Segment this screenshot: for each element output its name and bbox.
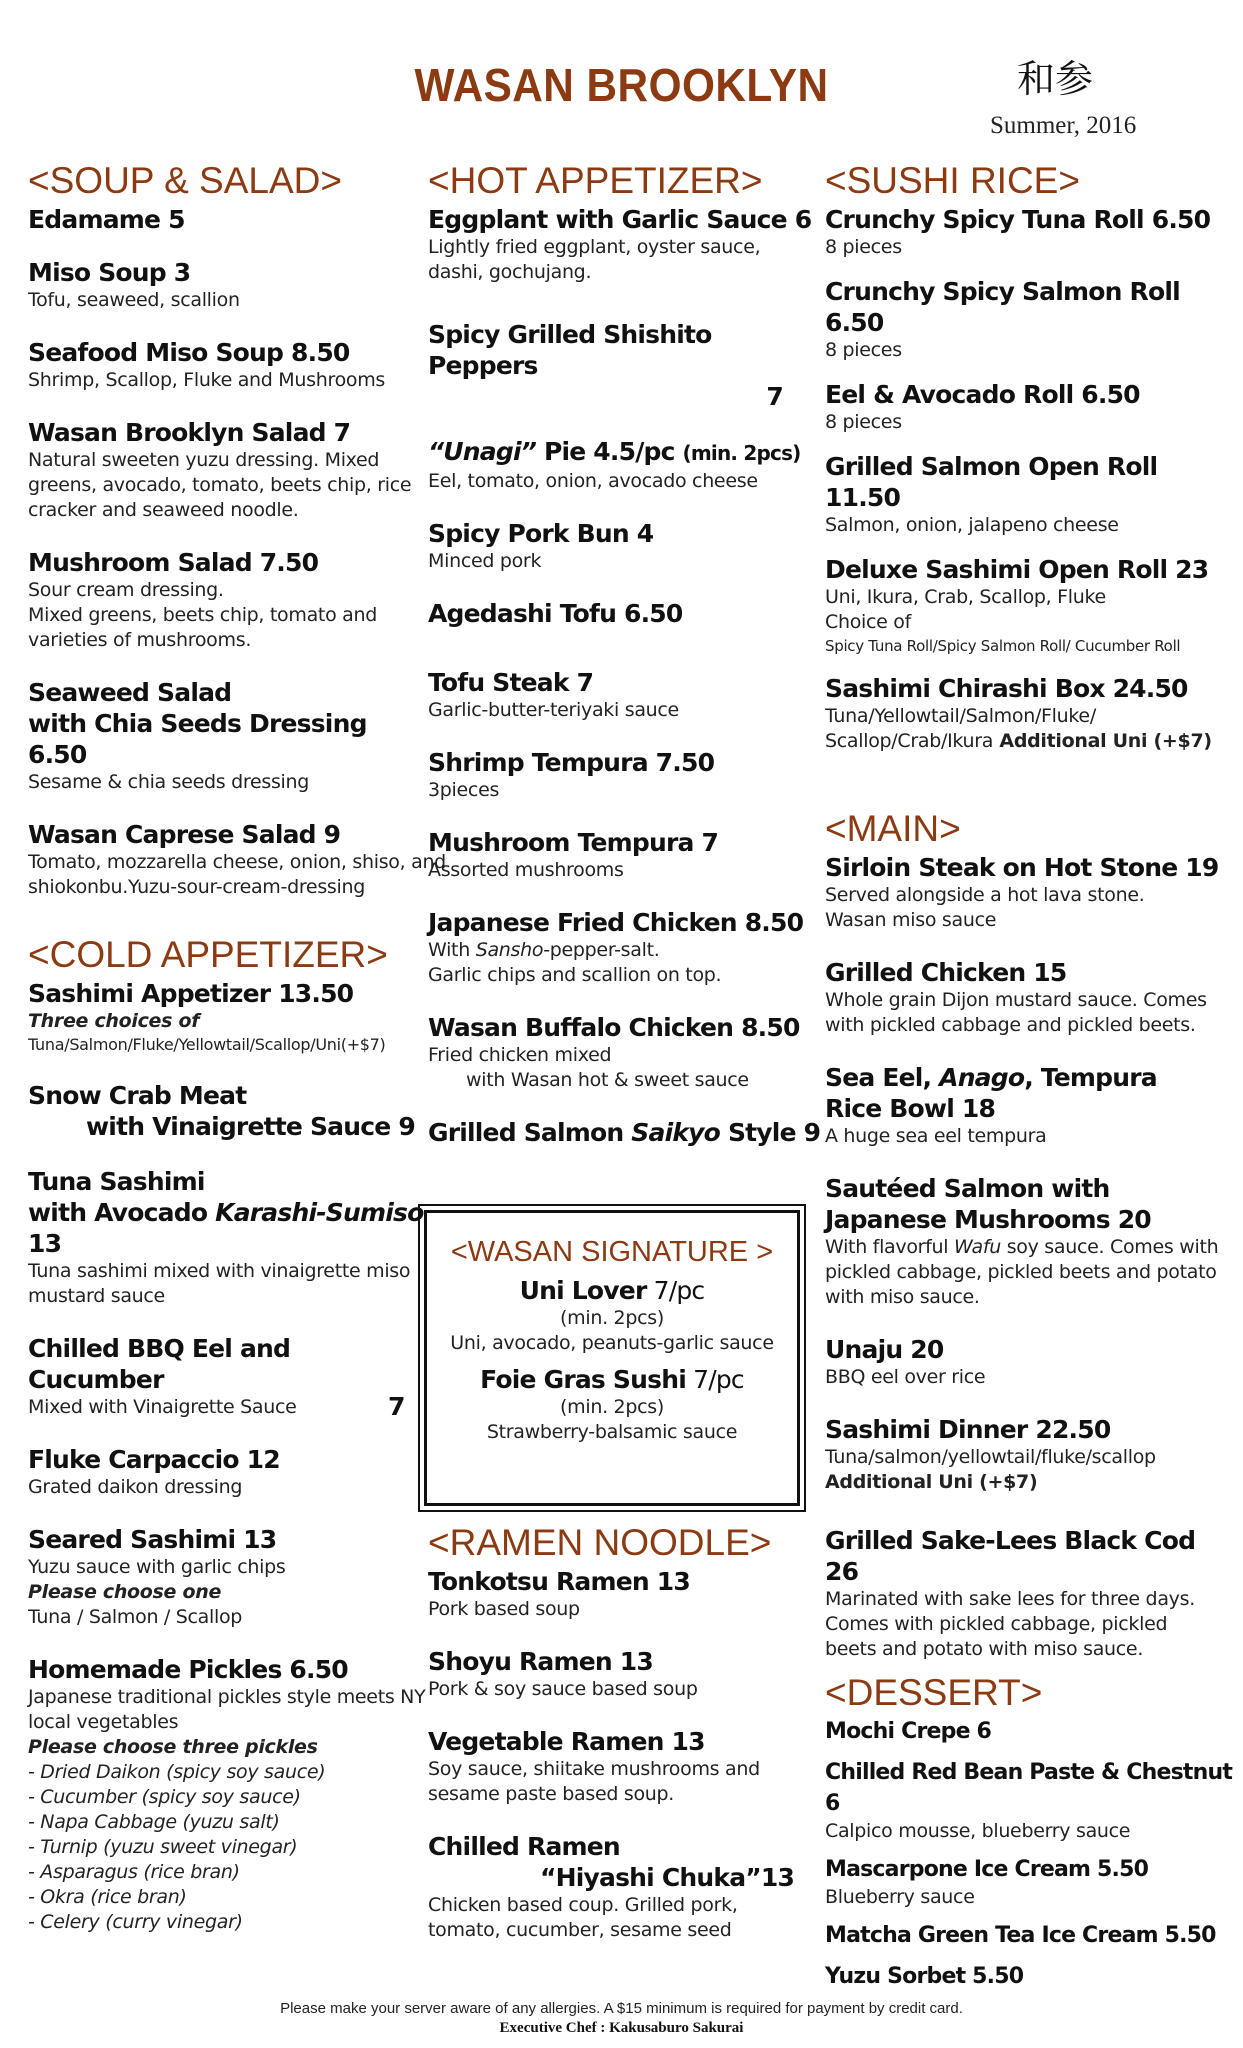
menu-item: Tofu Steak 7 Garlic-butter-teriyaki sauce <box>428 668 679 721</box>
menu-item: Shoyu Ramen 13 Pork & soy sauce based soup <box>428 1647 698 1700</box>
section-heading-ramen: <RAMEN NOODLE> <box>428 1522 772 1563</box>
menu-item: Chilled BBQ Eel and Cucumber Mixed with Vinaigrette Sauce 7 <box>28 1334 405 1421</box>
svg-text:和参: 和参 <box>1017 57 1094 101</box>
section-heading-cold-appetizer: <COLD APPETIZER> <box>28 934 388 975</box>
restaurant-title: WASAN BROOKLYN <box>414 59 829 111</box>
menu-item: Sautéed Salmon with Japanese Mushrooms 20 With flavorful Wafu soy sauce. Comes with pickled cabbage, pickled beets and potato with miso sauce. <box>825 1174 1219 1308</box>
column-right <box>825 160 1235 2002</box>
menu-item: Wasan Buffalo Chicken 8.50 Fried chicken mixed with Wasan hot & sweet sauce <box>428 1013 800 1091</box>
column-left <box>28 160 446 1959</box>
menu-item: Matcha Green Tea Ice Cream 5.50 <box>825 1923 1216 1948</box>
menu-item: Eggplant with Garlic Sauce 6 Lightly fried eggplant, oyster sauce, dashi, gochujang. <box>428 205 812 283</box>
section-heading-signature: <WASAN SIGNATURE > <box>450 1236 774 1268</box>
menu-item: Unaju 20 BBQ eel over rice <box>825 1335 986 1388</box>
menu-item: Chilled Red Bean Paste & Chestnut 6 Calpico mousse, blueberry sauce <box>825 1760 1233 1842</box>
list-item: - Napa Cabbage (yuzu salt) <box>28 1811 280 1833</box>
menu-item: Yuzu Sorbet 5.50 <box>825 1964 1024 1989</box>
menu-item: Spicy Grilled Shishito Peppers 7 <box>428 320 783 411</box>
menu-item: Shrimp Tempura 7.50 3pieces <box>428 748 715 801</box>
menu-item: Grilled Chicken 15 Whole grain Dijon mustard sauce. Comes with pickled cabbage and pickled beets. <box>825 958 1207 1036</box>
menu-item: Tuna Sashimi with Avocado Karashi-Sumiso 13 Tuna sashimi mixed with vinaigrette miso mustard sauce <box>28 1167 424 1307</box>
list-item: - Okra (rice bran) <box>28 1886 187 1908</box>
list-item: - Dried Daikon (spicy soy sauce) <box>28 1761 326 1783</box>
column-middle <box>428 160 828 1172</box>
menu-item: Japanese Fried Chicken 8.50 With Sansho-pepper-salt. Garlic chips and scallion on top. <box>428 908 804 986</box>
signature-box: <WASAN SIGNATURE > Uni Lover 7/pc (min. 2pcs) Uni, avocado, peanuts-garlic sauce Foie Gras Sushi 7/pc (min. 2pcs) Strawberry-balsamic sauce <box>424 1210 800 1506</box>
menu-item: Mushroom Salad 7.50 Sour cream dressing. Mixed greens, beets chip, tomato and varieties of mushrooms. <box>28 548 377 651</box>
menu-item: Mushroom Tempura 7 Assorted mushrooms <box>428 828 719 881</box>
menu-item: Sea Eel, Anago, Tempura Rice Bowl 18 A huge sea eel tempura <box>825 1063 1157 1147</box>
ramen-section <box>428 1522 828 1967</box>
list-item: - Asparagus (rice bran) <box>28 1861 240 1883</box>
menu-item: Sashimi Appetizer 13.50 Three choices of Tuna/Salmon/Fluke/Yellowtail/Scallop/Uni(+$7) <box>28 979 386 1054</box>
menu-item: Snow Crab Meat with Vinaigrette Sauce 9 <box>28 1081 415 1141</box>
menu-item: Edamame 5 <box>28 205 185 234</box>
menu-item: Wasan Caprese Salad 9 Tomato, mozzarella cheese, onion, shiso, and shiokonbu.Yuzu-sour-cream-dressing <box>28 820 446 898</box>
section-heading-soup-salad: <SOUP & SALAD> <box>28 160 342 201</box>
menu-item: Homemade Pickles 6.50 Japanese traditional pickles style meets NY local vegetables Please choose three pickles - Dried Daikon (spicy soy sauce) - Cucumber (spicy soy sauce) - Napa Cabbage (yuzu salt) - Turnip (yuzu sweet vinegar) - Asparagus (rice bran) - Okra (rice bran) - Celery (curry vinegar) <box>28 1654 428 1935</box>
menu-item: Seafood Miso Soup 8.50 Shrimp, Scallop, Fluke and Mushrooms <box>28 338 386 391</box>
menu-item: Crunchy Spicy Tuna Roll 6.50 8 pieces <box>825 205 1211 258</box>
menu-item: Seared Sashimi 13 Yuzu sauce with garlic chips Please choose one Tuna / Salmon / Scallop <box>28 1525 286 1628</box>
list-item: - Turnip (yuzu sweet vinegar) <box>28 1836 298 1858</box>
menu-item: Mochi Crepe 6 <box>825 1719 992 1744</box>
season-label: Summer, 2016 <box>990 112 1137 139</box>
menu-item: Chilled Ramen “Hiyashi Chuka”13 Chicken based coup. Grilled pork, tomato, cucumber, sesame seed <box>428 1832 795 1941</box>
section-heading-dessert: <DESSERT> <box>825 1672 1043 1713</box>
menu-item: “Unagi” Pie 4.5/pc (min. 2pcs) Eel, tomato, onion, avocado cheese <box>428 437 801 492</box>
menu-item: Wasan Brooklyn Salad 7 Natural sweeten yuzu dressing. Mixed greens, avocado, tomato, beets chip, rice cracker and seaweed noodle. <box>28 418 412 521</box>
list-item: - Celery (curry vinegar) <box>28 1911 243 1933</box>
menu-item: Tonkotsu Ramen 13 Pork based soup <box>428 1567 690 1620</box>
executive-chef: Executive Chef : Kakusaburo Sakurai <box>499 2020 744 2036</box>
menu-item: Grilled Sake-Lees Black Cod 26 Marinated with sake lees for three days. Comes with pickled cabbage, pickled beets and potato with miso sauce. <box>825 1526 1196 1660</box>
calligraphy-logo <box>1015 54 1125 102</box>
menu-item: Sashimi Dinner 22.50 Tuna/salmon/yellowtail/fluke/scallop Additional Uni (+$7) <box>825 1415 1156 1493</box>
menu-item: Sashimi Chirashi Box 24.50 Tuna/Yellowtail/Salmon/Fluke/ Scallop/Crab/Ikura Additional Uni (+$7) <box>825 674 1212 752</box>
section-heading-main: <MAIN> <box>825 808 961 849</box>
list-item: - Cucumber (spicy soy sauce) <box>28 1786 301 1808</box>
menu-item: Spicy Pork Bun 4 Minced pork <box>428 519 654 572</box>
menu-item: Miso Soup 3 Tofu, seaweed, scallion <box>28 258 240 311</box>
menu-item: Grilled Salmon Saikyo Style 9 <box>428 1118 821 1147</box>
section-heading-sushi: <SUSHI RICE> <box>825 160 1080 201</box>
menu-item: Mascarpone Ice Cream 5.50 Blueberry sauce <box>825 1857 1149 1908</box>
allergy-note: Please make your server aware of any allergies. A $15 minimum is required for payment by credit card. <box>280 2000 963 2017</box>
menu-item: Grilled Salmon Open Roll 11.50 Salmon, onion, jalapeno cheese <box>825 452 1158 536</box>
menu-item: Agedashi Tofu 6.50 <box>428 599 683 628</box>
menu-item: Eel & Avocado Roll 6.50 8 pieces <box>825 380 1140 433</box>
menu-item: Deluxe Sashimi Open Roll 23 Uni, Ikura, Crab, Scallop, Fluke Choice of Spicy Tuna Roll/Spicy Salmon Roll/ Cucumber Roll <box>825 555 1209 655</box>
menu-item: Fluke Carpaccio 12 Grated daikon dressing <box>28 1445 280 1498</box>
menu-item: Crunchy Spicy Salmon Roll 6.50 8 pieces <box>825 277 1180 361</box>
menu-item: Seaweed Salad with Chia Seeds Dressing 6.50 Sesame & chia seeds dressing <box>28 678 367 793</box>
menu-item: Vegetable Ramen 13 Soy sauce, shiitake mushrooms and sesame paste based soup. <box>428 1727 760 1805</box>
section-heading-hot-appetizer: <HOT APPETIZER> <box>428 160 763 201</box>
menu-item: Sirloin Steak on Hot Stone 19 Served alongside a hot lava stone. Wasan miso sauce <box>825 853 1219 931</box>
